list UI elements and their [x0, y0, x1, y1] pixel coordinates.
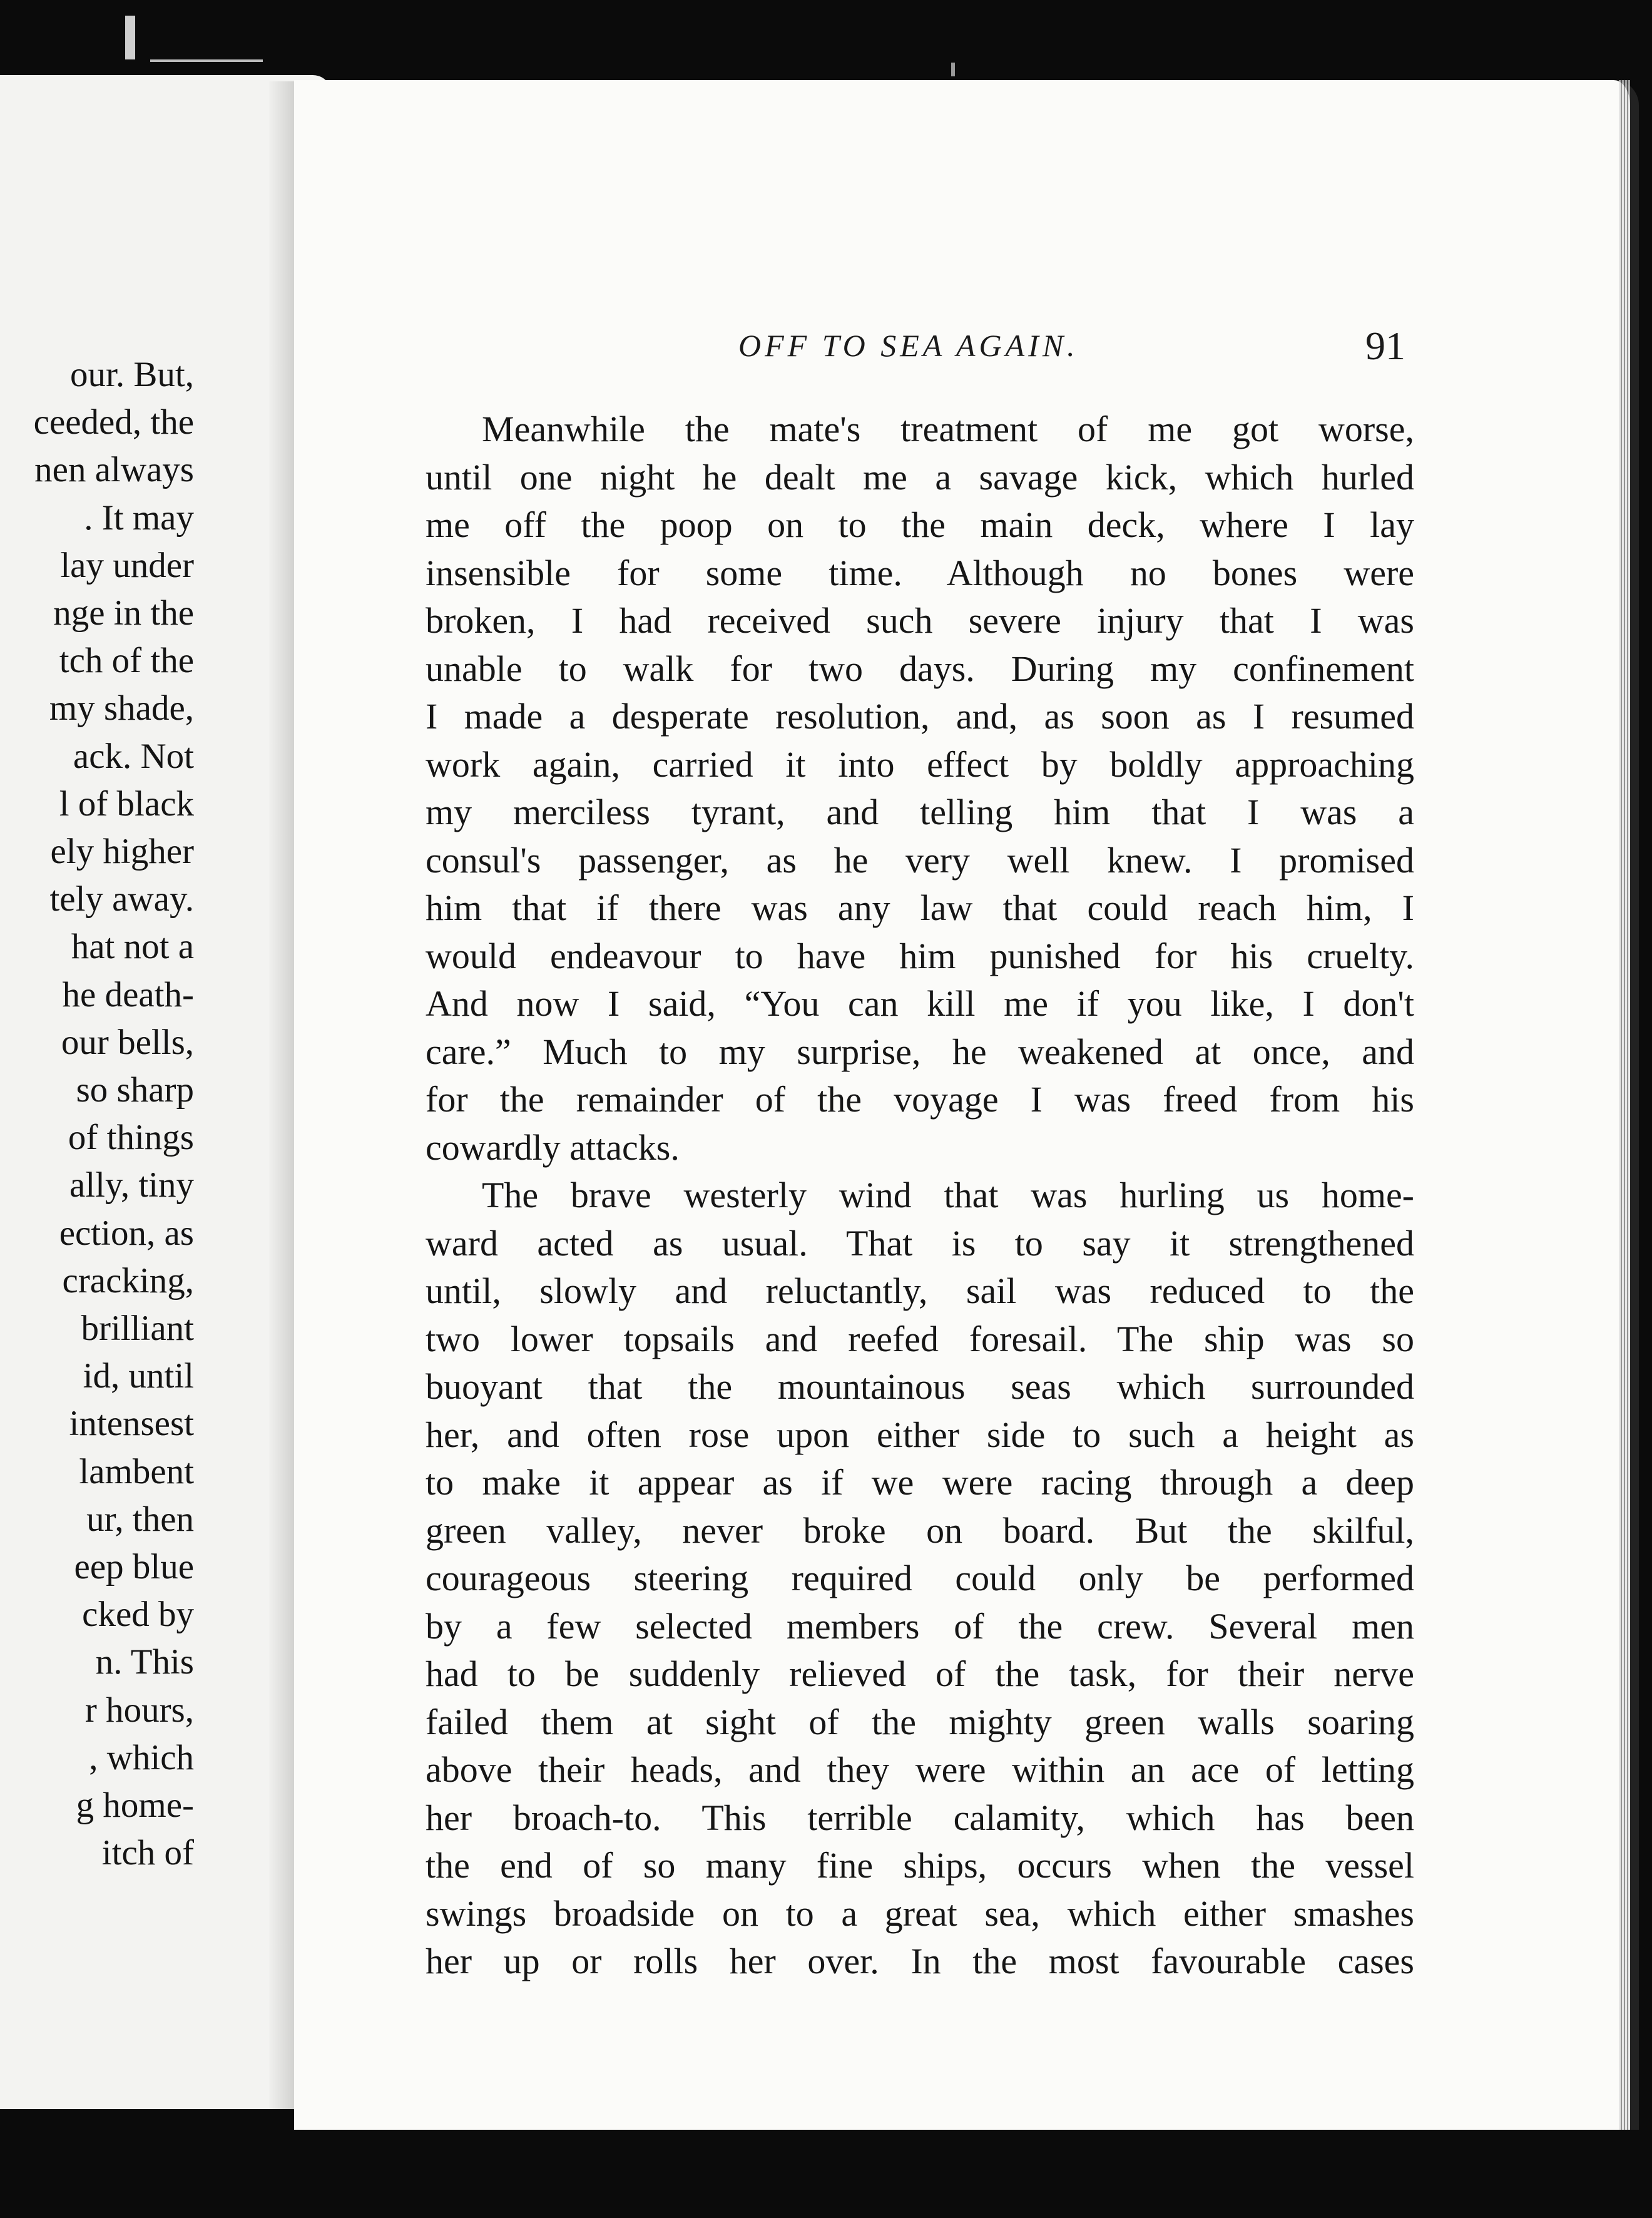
right-page: [294, 80, 1639, 2130]
body-text-line: consul's passenger, as he very well knew. I promised: [426, 839, 1414, 881]
left-page-line: eep blue: [74, 1547, 194, 1587]
left-page-line: brilliant: [81, 1309, 194, 1348]
left-page-line: lay under: [60, 545, 194, 585]
left-page-line: cked by: [82, 1595, 194, 1635]
left-page-line: itch of: [101, 1833, 194, 1873]
left-page-line: ection, as: [59, 1213, 194, 1253]
body-text-line: I made a desperate resolution, and, as soon as I resumed: [426, 696, 1414, 737]
page-number: 91: [1365, 324, 1405, 368]
left-page-line: nen always: [34, 450, 194, 490]
left-page-line: ack. Not: [73, 736, 194, 776]
body-text-line: him that if there was any law that could reach him, I: [426, 887, 1414, 928]
left-page-line: tely away.: [49, 879, 194, 919]
left-page-line: he death-: [62, 974, 194, 1014]
body-text-line: And now I said, “You can kill me if you like, I don't: [426, 983, 1414, 1024]
body-text-line: above their heads, and they were within an ace of letting: [426, 1749, 1414, 1790]
body-text-line: broken, I had received such severe injury that I was: [426, 600, 1414, 641]
left-page-line: . It may: [84, 498, 194, 538]
running-head: OFF TO SEA AGAIN.: [738, 328, 1079, 363]
body-text-line: me off the poop on to the main deck, where I lay: [426, 504, 1414, 545]
left-page-line: tch of the: [59, 641, 194, 681]
left-page-line: , which: [89, 1737, 194, 1777]
left-page-line: ceeded, the: [33, 402, 194, 442]
body-text-line: buoyant that the mountainous seas which surrounded: [426, 1366, 1414, 1407]
left-page-line: cracking,: [62, 1260, 194, 1301]
left-page-line: nge in the: [53, 593, 194, 633]
body-text-line: until one night he dealt me a savage kick, which hurled: [426, 456, 1414, 498]
left-page-line: hat not a: [71, 927, 194, 967]
left-page-line: intensest: [69, 1404, 194, 1444]
body-text-line: two lower topsails and reefed foresail. The ship was so: [426, 1318, 1414, 1359]
left-page-line: our bells,: [61, 1022, 194, 1062]
body-text-line: cowardly attacks.: [426, 1127, 680, 1168]
body-text-line: swings broadside on to a great sea, which either smashes: [426, 1893, 1414, 1934]
left-page-line: ally, tiny: [69, 1165, 194, 1205]
body-text-line: her broach-to. This terrible calamity, which has been: [426, 1797, 1414, 1838]
body-text-line: her, and often rose upon either side to such a height as: [426, 1414, 1414, 1455]
left-page-line: of things: [68, 1118, 194, 1158]
body-text-line: unable to walk for two days. During my confinement: [426, 648, 1414, 689]
body-text-line: for the remainder of the voyage I was freed from his: [426, 1079, 1414, 1120]
body-text-line: insensible for some time. Although no bones were: [426, 552, 1414, 593]
body-text-line: had to be suddenly relieved of the task, for their nerve: [426, 1653, 1414, 1694]
body-text-line: The brave westerly wind that was hurling us home-: [482, 1175, 1414, 1215]
scan-speck: [951, 63, 955, 76]
left-page-line: so sharp: [76, 1070, 194, 1110]
body-text-line: by a few selected members of the crew. Several men: [426, 1605, 1414, 1647]
left-page-line: n. This: [95, 1642, 194, 1682]
left-page-line: ely higher: [50, 832, 194, 871]
body-text-line: until, slowly and reluctantly, sail was reduced to the: [426, 1270, 1414, 1311]
scan-speck: [125, 16, 135, 59]
body-text-line: her up or rolls her over. In the most favourable cases: [426, 1941, 1414, 1981]
body-text-line: the end of so many fine ships, occurs when the vessel: [426, 1845, 1414, 1886]
left-page-line: id, until: [83, 1356, 194, 1396]
body-text-line: to make it appear as if we were racing through a deep: [426, 1462, 1414, 1503]
page-edge: [1619, 80, 1630, 2130]
left-page-line: r hours,: [84, 1690, 194, 1730]
body-text-line: work again, carried it into effect by boldly approaching: [426, 744, 1414, 785]
body-text-line: my merciless tyrant, and telling him that I was a: [426, 792, 1414, 832]
left-page-line: ur, then: [86, 1499, 194, 1539]
body-text-line: care.” Much to my surprise, he weakened at once, and: [426, 1031, 1414, 1072]
body-text-line: would endeavour to have him punished for his cruelty.: [426, 935, 1414, 976]
left-page-line: my shade,: [49, 688, 194, 728]
left-page-line: l of black: [59, 784, 194, 824]
body-text-line: green valley, never broke on board. But the skilful,: [426, 1510, 1414, 1551]
body-text-line: ward acted as usual. That is to say it strengthened: [426, 1222, 1414, 1264]
body-text-line: courageous steering required could only be performed: [426, 1558, 1414, 1598]
left-page-line: lambent: [79, 1451, 194, 1491]
body-text-line: Meanwhile the mate's treatment of me got worse,: [482, 409, 1414, 449]
body-text-line: failed them at sight of the mighty green walls soaring: [426, 1701, 1414, 1742]
body-text: [426, 406, 1414, 1986]
left-page-line: g home-: [76, 1786, 194, 1825]
scan-speck: [150, 59, 263, 62]
left-page-line: our. But,: [70, 355, 194, 394]
